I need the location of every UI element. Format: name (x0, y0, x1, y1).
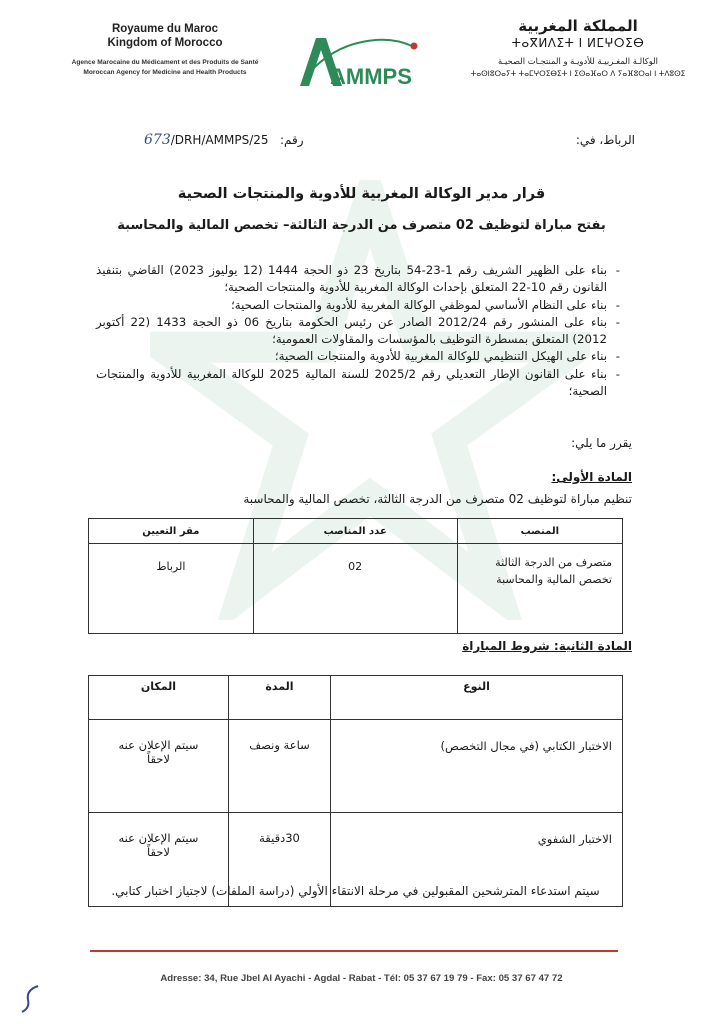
cell-place: سيتم الإعلان عنه لاحقاً (89, 720, 229, 813)
footer-divider (90, 950, 618, 952)
agency-ar: الوكالـة المغـربيـة للأدويـة و المنتجـات الصحيـة (498, 56, 658, 66)
table-row (89, 720, 623, 813)
positions-table (88, 518, 623, 634)
cell-type: الاختبار الشفوي (331, 813, 623, 907)
col-count: عدد المناصب (253, 519, 457, 544)
header-right (468, 16, 688, 80)
preamble-item: - بناء على الظهير الشريف رقم 1-23-54 بتاريخ 23 ذو الحجة 1444 (12 يوليوز 2023) القاضي بتنفيذ القانون رقم 10-22 المتعلق بإحداث الوكالة المغربية للأدوية والمنتجات الصحية؛ (96, 262, 622, 297)
table-row (89, 544, 623, 634)
kingdom-fr: Royaume du Maroc (111, 23, 219, 35)
col-position: المنصب (457, 519, 622, 544)
preamble-list (96, 262, 622, 400)
ref-label: رقم: (280, 133, 304, 147)
article1-heading: المادة الأولى: (551, 470, 632, 484)
cell-place: سيتم الإعلان عنه لاحقاً (89, 813, 229, 907)
exam-conditions-table (88, 675, 623, 907)
article2-heading: المادة الثانية: شروط المباراة (462, 639, 632, 653)
cell-type: الاختبار الكتابي (في مجال التخصص) (331, 720, 623, 813)
city-date: الرباط، في: (575, 133, 635, 147)
cell-duration: 30دقيقة (228, 813, 330, 907)
ammps-logo (292, 28, 442, 90)
col-location: مقر التعيين (89, 519, 254, 544)
agency-fr: Agence Marocaine du Médicament et des Produits de Santé (71, 59, 259, 66)
preamble-item: - بناء على المنشور رقم 2012/24 الصادر عن رئيس الحكومة بتاريخ 06 ذو الحجة 1433 (22 أكتوبر 2012) المتعلق بمسطرة التوظيف بالمؤسسات والمقاولات العمومية؛ (96, 314, 622, 349)
article1-text: تنظيم مباراة لتوظيف 02 متصرف من الدرجة الثالثة، تخصص المالية والمحاسبة (243, 492, 632, 506)
reference-number (144, 132, 269, 148)
preamble-item: - بناء على القانون الإطار التعديلي رقم 2025/2 للسنة المالية 2025 للوكالة المغربية للأدوية والمنتجات الصحية؛ (96, 366, 622, 401)
agency-tifinagh: ⵜⴰⵙⵏⵓⵔⴰⵢⵜ ⵜⴰⵎⵖⵔⵉⴱⵉⵜ ⵏ ⵉⵙⴰⴼⴰⵔ ⴷ ⵢⴰⴼⵓⵔⴰⵏ ⵏ ⵜⴷⵓⵙⵉ (470, 69, 686, 78)
col-duration: المدة (228, 676, 330, 720)
footer-address: Adresse: 34, Rue Jbel Al Ayachi - Agdal - Rabat - Tél: 05 37 67 19 79 - Fax: 05 37 67 47 72 (160, 973, 563, 984)
kingdom-tifinagh: ⵜⴰⴳⵍⴷⵉⵜ ⵏ ⵍⵎⵖⵔⵉⴱ (511, 36, 645, 50)
handwritten-page-mark (16, 982, 46, 1016)
agency-en: Moroccan Agency for Medicine and Health Products (83, 69, 247, 76)
cell-location: الرباط (89, 544, 254, 634)
kingdom-ar: المملكة المغربية (518, 17, 638, 35)
logo-text: AMMPS (330, 64, 412, 89)
handwritten-number: 673 (144, 132, 171, 148)
decision-title: قرار مدير الوكالة المغربية للأدوية والمنتجات الصحية (177, 186, 546, 202)
cell-duration: ساعة ونصف (228, 720, 330, 813)
note-text: سيتم استدعاء المترشحين المقبولين في مرحلة الانتقاء الأولي (دراسة الملفات) لاجتياز اختبار كتابي. (111, 884, 600, 898)
cell-count: 02 (253, 544, 457, 634)
decides-line: يقرر ما يلي: (571, 436, 632, 450)
decision-subtitle: بفتح مباراة لتوظيف 02 متصرف من الدرجة الثالثة– تخصص المالية والمحاسبة (117, 218, 606, 233)
table-header-row (89, 676, 623, 720)
col-type: النوع (331, 676, 623, 720)
header-left (40, 22, 290, 78)
cell-position: متصرف من الدرجة الثالثة تخصص المالية والمحاسبة (457, 544, 622, 634)
table-header-row (89, 519, 623, 544)
ref-code: /DRH/AMMPS/25 (170, 133, 269, 147)
kingdom-en: Kingdom of Morocco (107, 37, 223, 49)
col-place: المكان (89, 676, 229, 720)
preamble-item: - بناء على النظام الأساسي لموظفي الوكالة المغربية للأدوية والمنتجات الصحية؛ (96, 297, 622, 314)
preamble-item: - بناء على الهيكل التنظيمي للوكالة المغربية للأدوية والمنتجات الصحية؛ (96, 348, 622, 365)
